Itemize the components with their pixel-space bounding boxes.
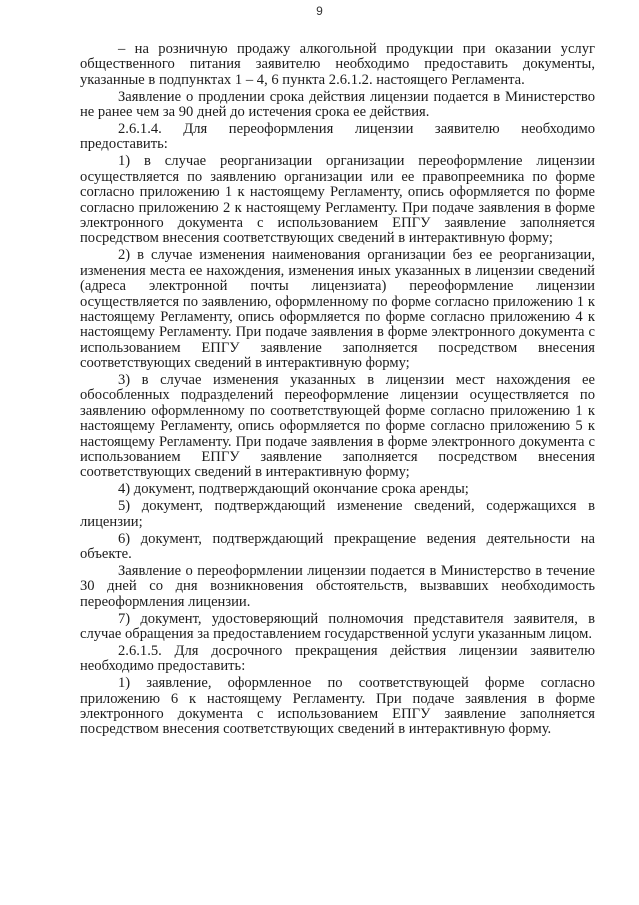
- paragraph: 2.6.1.5. Для досрочного прекращения действия лицензии заявителю необходимо предоставить:: [80, 642, 595, 675]
- paragraph: 5) документ, подтверждающий изменение сведений, содержащихся в лицензии;: [80, 498, 595, 530]
- paragraph: 2) в случае изменения наименования организации без ее реорганизации, изменения места ее нахождения, изменения иных указанных в лицензии сведений (адреса электронной почты лицензиата) переоформление лицензии осуществляется по заявлению, оформленному по форме согласно приложению 1 к настоящему Регламенту, опись оформляется по форме согласно приложению 4 к настоящему Регламенту. При подаче заявления в форме электронного документа с использованием ЕПГУ заявление заполняется посредством внесения соответствующих сведений в интерактивную форму;: [80, 247, 595, 372]
- page-number: 9: [316, 4, 323, 18]
- paragraph: 2.6.1.4. Для переоформления лицензии заявителю необходимо предоставить:: [80, 121, 595, 153]
- paragraph: 3) в случае изменения указанных в лицензии мест нахождения ее обособленных подразделений переоформление лицензии осуществляется по заявлению оформленному по соответствующей форме согласно приложению 1 к настоящему Регламенту, опись оформляется по форме согласно приложению 5 к настоящему Регламенту. При подаче заявления в форме электронного документа с использованием ЕПГУ заявление заполняется посредством внесения соответствующих сведений в интерактивную форму;: [80, 372, 595, 481]
- paragraph: Заявление о переоформлении лицензии подается в Министерство в течение 30 дней со дня возникновения обстоятельств, вызвавших необходимость переоформления лицензии.: [80, 562, 595, 610]
- paragraph: – на розничную продажу алкогольной продукции при оказании услуг общественного питания заявителю необходимо предоставить документы, указанные в подпунктах 1 – 4, 6 пункта 2.6.1.2. настоящего Регламента.: [80, 41, 595, 88]
- paragraph: 4) документ, подтверждающий окончание срока аренды;: [118, 481, 469, 498]
- paragraph: 1) заявление, оформленное по соответствующей форме согласно приложению 6 к настоящему Регламенту. При подаче заявления в форме электронного документа с использованием ЕПГУ заявление заполняется посредством внесения соответствующих сведений в интерактивную форму.: [80, 675, 595, 738]
- paragraph: 1) в случае реорганизации организации переоформление лицензии осуществляется по заявлению организации или ее правопреемника по форме согласно приложению 1 к настоящему Регламенту, опись оформляется по форме согласно приложению 2 к настоящему Регламенту. При подаче заявления в форме электронного документа с использованием ЕПГУ заявление заполняется посредством внесения соответствующих сведений в интерактивную форму;: [80, 153, 595, 247]
- document-body: [80, 42, 595, 739]
- paragraph: 6) документ, подтверждающий прекращение ведения деятельности на объекте.: [80, 530, 595, 562]
- paragraph: 7) документ, удостоверяющий полномочия представителя заявителя, в случае обращения за предоставлением государственной услуги указанным лицом.: [80, 610, 595, 643]
- paragraph: Заявление о продлении срока действия лицензии подается в Министерство не ранее чем за 90 дней до истечения срока ее действия.: [80, 88, 595, 121]
